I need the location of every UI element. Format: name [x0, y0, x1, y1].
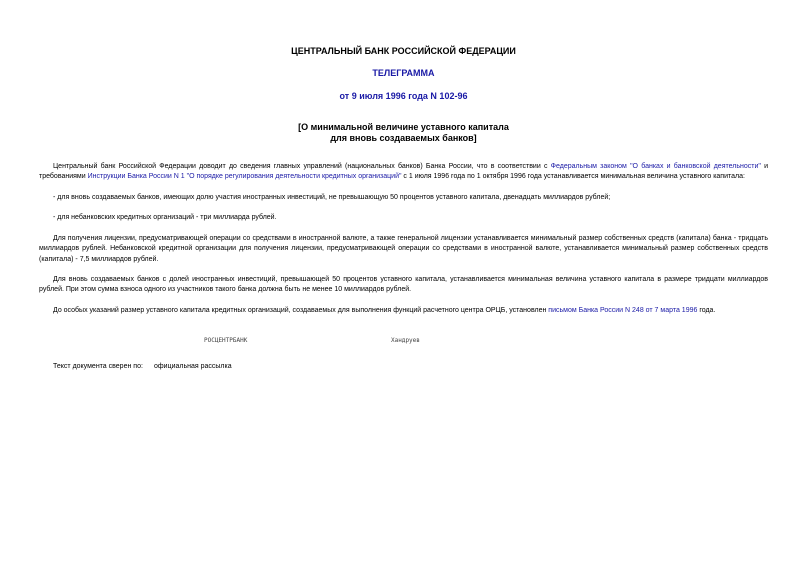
paragraph-license: Для получения лицензии, предусматривающей операции со средствами в иностранной валюте, а также генеральной лицензии устанавливается минимальный размер собственных средств (капитала) банка - тридцать миллиардов рублей. Небанковской кредитной организации для получения лицензии, предусматривающей операции со средствами в иностранной валюте, устанавливается минимальный размер собственных средств (капитала) - 7,5 миллиардов рублей.: [39, 235, 768, 263]
federal-law-link[interactable]: Федеральным законом "О банках и банковской деятельности": [550, 163, 761, 170]
paragraph-intro: [39, 162, 768, 183]
paragraph-orcb: [39, 306, 768, 316]
issuer-heading: ЦЕНТРАЛЬНЫЙ БАНК РОССИЙСКОЙ ФЕДЕРАЦИИ: [291, 46, 516, 56]
verification-label: Текст документа сверен по:: [53, 363, 143, 370]
paragraph-foreign: Для вновь создаваемых банков с долей иностранных инвестиций, превышающей 50 процентов уставного капитала, устанавливается минимальная величина уставного капитала в размере тридцати миллиардов рублей. При этом сумма взноса одного из участников такого банка должна быть не менее 10 миллиардов рублей.: [39, 276, 768, 294]
title-line-2: для вновь создаваемых банков]: [330, 133, 477, 143]
paragraph-new-banks: - для вновь создаваемых банков, имеющих долю участия иностранных инвестиций, не превышающую 50 процентов уставного капитала, двенадцать миллиардов рублей;: [53, 194, 611, 201]
title-line-1: [О минимальной величине уставного капитала: [298, 122, 509, 132]
intro-text-c: с 1 июля 1996 года по 1 октября 1996 года устанавливается минимальная величина уставного капитала:: [401, 173, 745, 181]
document-title: [0, 122, 807, 144]
intro-text-b: и требованиями: [39, 163, 769, 181]
signature-org: РОСЦЕНТРБАНК: [204, 337, 248, 344]
doc-type-heading: ТЕЛЕГРАММА: [372, 68, 435, 78]
date-number-heading: от 9 июля 1996 года N 102-96: [339, 91, 468, 101]
orcb-text-a: До особых указаний размер уставного капитала кредитных организаций, создаваемых для выполнения функций расчетного центра ОРЦБ, установлен: [53, 307, 549, 314]
verification-value: официальная рассылка: [154, 363, 232, 370]
orcb-text-b: года.: [697, 307, 716, 314]
letter-link[interactable]: письмом Банка России N 248 от 7 марта 1996: [548, 307, 698, 314]
instruction-link[interactable]: Инструкции Банка России N 1 "О порядке регулирования деятельности кредитных организаций": [87, 173, 402, 181]
paragraph-nonbank: - для небанковских кредитных организаций - три миллиарда рублей.: [53, 214, 277, 221]
intro-text-a: Центральный банк Российской Федерации доводит до сведения главных управлений (национальных банков) Банка России, что в соответствии с: [53, 163, 551, 170]
signature-name: Хандруев: [391, 337, 420, 344]
